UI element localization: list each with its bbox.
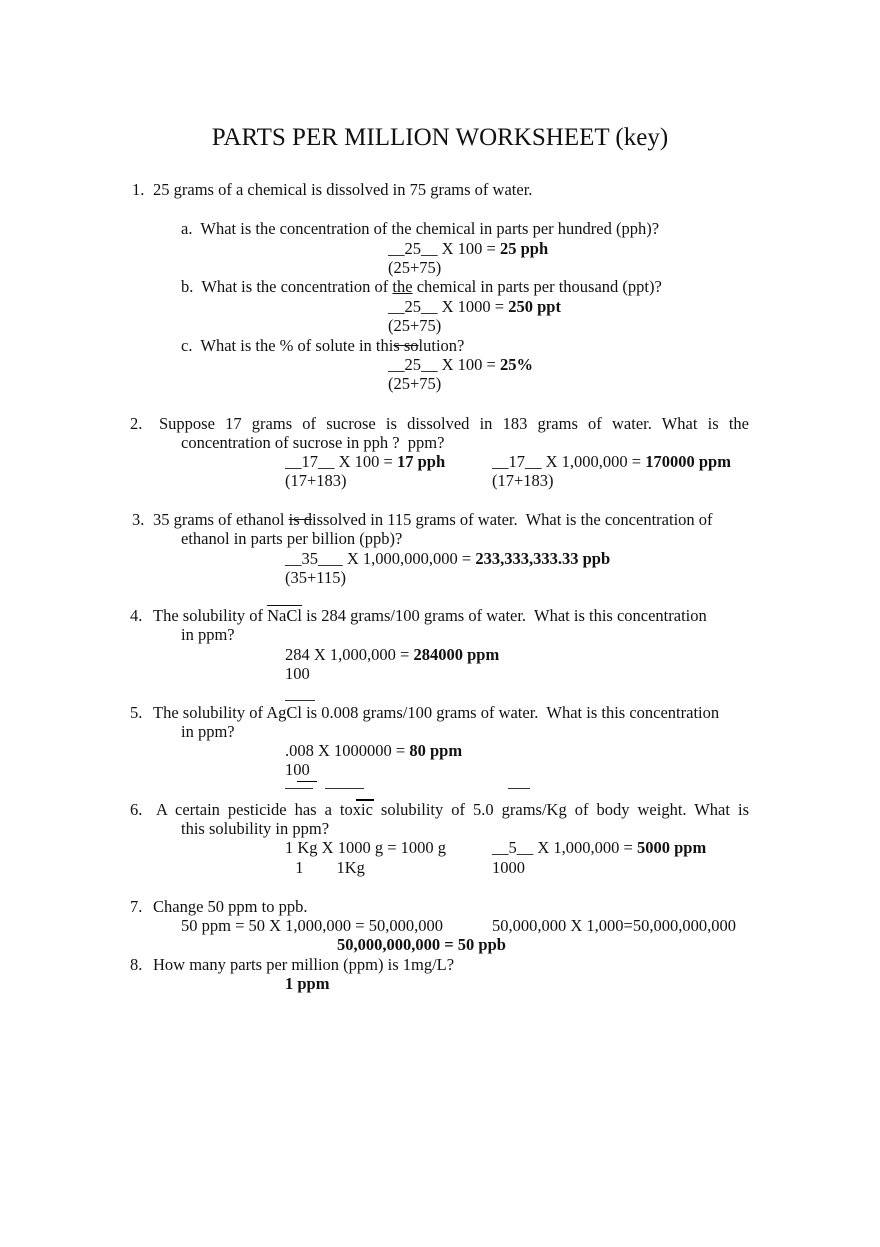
answer-5: .008 X 1000000 = 80 ppm: [285, 741, 463, 760]
answer-2-pph-denominator: (17+183): [285, 471, 347, 490]
answer-3: __35___ X 1,000,000,000 = 233,333,333.33 ppb: [285, 549, 611, 568]
question-2-line1: Suppose 17 grams of sucrose is dissolved in 183 grams of water. What is the: [159, 414, 749, 433]
answer-6: __5__ X 1,000,000 = 5000 ppm: [492, 838, 707, 857]
answer-1c-denominator: (25+75): [388, 374, 442, 393]
question-number: 5.: [130, 703, 143, 722]
question-number: 3.: [132, 510, 145, 529]
answer-7-step1: 50 ppm = 50 X 1,000,000 = 50,000,000: [181, 916, 443, 935]
divider: [297, 781, 317, 782]
answer-6-conversion: 1 Kg X 1000 g = 1000 g: [285, 838, 447, 857]
answer-1c-equation: __25__ X 100 = 25%: [388, 355, 533, 374]
question-5-line2: in ppm?: [181, 722, 235, 741]
answer-1a-denominator: (25+75): [388, 258, 442, 277]
page-title: PARTS PER MILLION WORKSHEET (key): [211, 124, 669, 151]
question-2-line2: concentration of sucrose in pph ? ppm?: [181, 433, 445, 452]
answer-7-step2: 50,000,000 X 1,000=50,000,000,000: [492, 916, 736, 935]
answer-4-denominator: 100: [285, 664, 310, 683]
question-4-line2: in ppm?: [181, 625, 235, 644]
question-1c: c. What is the % of solute in this solution?: [181, 336, 465, 355]
question-number: 7.: [130, 897, 143, 916]
answer-5-denominator: 100: [285, 760, 310, 779]
answer-1b-equation: __25__ X 1000 = 250 ppt: [388, 297, 561, 316]
divider: [325, 788, 364, 789]
question-number: 4.: [130, 606, 143, 625]
question-6-line2: this solubility in ppm?: [181, 819, 330, 838]
answer-8: 1 ppm: [285, 974, 330, 993]
answer-6-denominator: 1000: [492, 858, 525, 877]
answer-1a-equation: __25__ X 100 = 25 pph: [388, 239, 549, 258]
question-7-text: Change 50 ppm to ppb.: [153, 897, 308, 916]
divider: [285, 700, 315, 701]
question-number: 2.: [130, 414, 143, 433]
question-number: 1.: [132, 180, 145, 199]
answer-2-ppm-denominator: (17+183): [492, 471, 554, 490]
answer-7: 50,000,000,000 = 50 ppb: [337, 935, 506, 954]
question-4-line1: The solubility of NaCl is 284 grams/100 grams of water. What is this concentration: [153, 606, 707, 625]
question-8-text: How many parts per million (ppm) is 1mg/L?: [153, 955, 455, 974]
question-number: 6.: [130, 800, 143, 819]
question-number: 8.: [130, 955, 143, 974]
divider: [285, 788, 313, 789]
question-5-line1: The solubility of AgCl is 0.008 grams/100 grams of water. What is this concentration: [153, 703, 720, 722]
question-1a: a. What is the concentration of the chemical in parts per hundred (pph)?: [181, 219, 660, 238]
answer-6-conversion-denominator: 1 1Kg: [287, 858, 365, 877]
answer-1c: 25%: [499, 355, 533, 374]
answer-2-ppm: __17__ X 1,000,000 = 170000 ppm: [492, 452, 731, 471]
answer-1a: 25 pph: [499, 239, 549, 258]
question-1-text: 25 grams of a chemical is dissolved in 75 grams of water.: [153, 180, 533, 199]
question-1b: b. What is the concentration of the chemical in parts per thousand (ppt)?: [181, 277, 662, 296]
answer-3-denominator: (35+115): [285, 568, 346, 587]
answer-1b: 250 ppt: [508, 297, 561, 316]
answer-4: 284 X 1,000,000 = 284000 ppm: [285, 645, 500, 664]
question-6-line1: A certain pesticide has a toxic solubility of 5.0 grams/Kg of body weight. What is: [156, 800, 749, 819]
question-3-line1: 35 grams of ethanol is dissolved in 115 grams of water. What is the concentration of: [153, 510, 713, 529]
answer-2-pph: __17__ X 100 = 17 pph: [285, 452, 446, 471]
answer-1b-denominator: (25+75): [388, 316, 442, 335]
divider: [508, 788, 530, 789]
question-3-line2: ethanol in parts per billion (ppb)?: [181, 529, 403, 548]
